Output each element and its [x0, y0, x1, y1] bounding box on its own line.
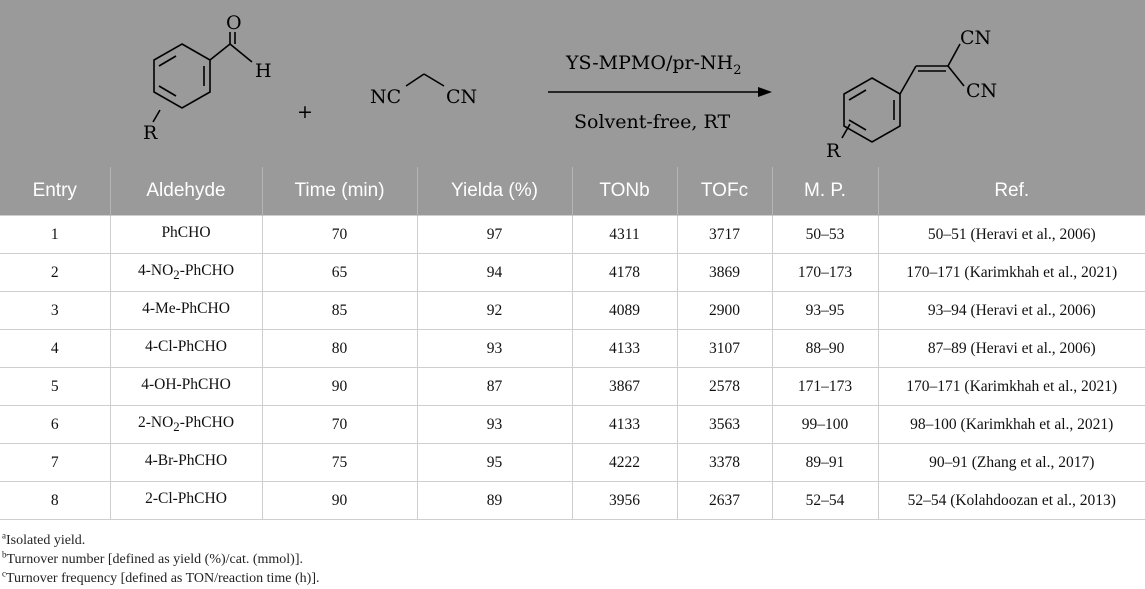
cell-time: 65 — [262, 254, 417, 292]
cell-time: 80 — [262, 330, 417, 368]
cell-ref: 98–100 (Karimkhah et al., 2021) — [878, 406, 1145, 444]
cell-ton: 4133 — [572, 406, 677, 444]
reaction-scheme — [0, 0, 1145, 167]
product-cn-top: CN — [960, 27, 992, 49]
cell-mp: 93–95 — [772, 292, 878, 330]
cell-aldehyde: 4-Me-PhCHO — [110, 292, 262, 330]
cell-ref: 50–51 (Heravi et al., 2006) — [878, 216, 1145, 254]
cell-ton: 4222 — [572, 444, 677, 482]
cell-tof: 3869 — [677, 254, 772, 292]
cell-tof: 2637 — [677, 482, 772, 520]
cell-yield: 93 — [417, 330, 572, 368]
cell-time: 70 — [262, 216, 417, 254]
reaction-scheme-drawing — [0, 0, 1145, 167]
table-header-row — [0, 167, 1145, 216]
reactant1-o-label: O — [226, 12, 242, 34]
cell-aldehyde: $2-NO_2$-PhCHO — [110, 406, 262, 444]
product-r-label: R — [826, 140, 841, 162]
reactant1-h-label: H — [255, 60, 272, 82]
cell-tof: 2578 — [677, 368, 772, 406]
cell-yield: 94 — [417, 254, 572, 292]
cell-yield: 93 — [417, 406, 572, 444]
table-row — [0, 482, 1145, 520]
cell-time: 90 — [262, 368, 417, 406]
reactant2-cn-label: CN — [446, 86, 478, 108]
cell-mp: 171–173 — [772, 368, 878, 406]
table-row — [0, 330, 1145, 368]
col-header-ref: Ref. — [878, 167, 1145, 216]
cell-yield: 89 — [417, 482, 572, 520]
col-header-ton: TONb — [572, 167, 677, 216]
cell-entry: 2 — [0, 254, 110, 292]
cell-tof: 2900 — [677, 292, 772, 330]
cell-mp: 170–173 — [772, 254, 878, 292]
table-row — [0, 406, 1145, 444]
col-header-mp: M. P. — [772, 167, 878, 216]
reactant1-r-label: R — [143, 122, 158, 144]
cell-aldehyde: PhCHO — [110, 216, 262, 254]
footnote: $^b$Turnover number [defined as yield (%)/cat. (mmol)]. — [2, 549, 304, 567]
cell-entry: 1 — [0, 216, 110, 254]
cell-ton: 3956 — [572, 482, 677, 520]
cell-ton: 4311 — [572, 216, 677, 254]
reactant2-nc-label: NC — [370, 86, 402, 108]
cell-mp: 88–90 — [772, 330, 878, 368]
cell-tof: 3378 — [677, 444, 772, 482]
cell-entry: 5 — [0, 368, 110, 406]
table-row — [0, 254, 1145, 292]
cell-yield: 97 — [417, 216, 572, 254]
table-footnotes — [2, 531, 319, 588]
conditions-label: Solvent-free, RT — [574, 111, 731, 133]
table-row — [0, 444, 1145, 482]
cell-aldehyde: 4-OH-PhCHO — [110, 368, 262, 406]
cell-ton: 3867 — [572, 368, 677, 406]
benzene-ring-reactant — [154, 44, 210, 108]
catalyst-label: $YS-MPMO/pr-NH_2$ — [566, 52, 742, 78]
cell-entry: 6 — [0, 406, 110, 444]
cell-ref: 90–91 (Zhang et al., 2017) — [878, 444, 1145, 482]
plus-sign: + — [297, 101, 313, 123]
cell-aldehyde: $4-NO_2$-PhCHO — [110, 254, 262, 292]
footnote: $^c$Turnover frequency [defined as TON/reaction time (h)]. — [2, 568, 320, 586]
cell-ton: 4178 — [572, 254, 677, 292]
cell-ref: 52–54 (Kolahdoozan et al., 2013) — [878, 482, 1145, 520]
benzene-ring-product — [844, 78, 900, 142]
cell-mp: 89–91 — [772, 444, 878, 482]
cell-mp: 50–53 — [772, 216, 878, 254]
col-header-time: Time (min) — [262, 167, 417, 216]
cell-time: 75 — [262, 444, 417, 482]
cell-entry: 3 — [0, 292, 110, 330]
results-table — [0, 167, 1145, 520]
cell-ref: 170–171 (Karimkhah et al., 2021) — [878, 368, 1145, 406]
cell-ref: 87–89 (Heravi et al., 2006) — [878, 330, 1145, 368]
cell-yield: 92 — [417, 292, 572, 330]
cell-aldehyde: 2-Cl-PhCHO — [110, 482, 262, 520]
cell-yield: 95 — [417, 444, 572, 482]
col-header-tof: TOFc — [677, 167, 772, 216]
table-row — [0, 292, 1145, 330]
cell-entry: 7 — [0, 444, 110, 482]
cell-entry: 8 — [0, 482, 110, 520]
cell-yield: 87 — [417, 368, 572, 406]
cell-time: 90 — [262, 482, 417, 520]
col-header-aldehyde: Aldehyde — [110, 167, 262, 216]
cell-entry: 4 — [0, 330, 110, 368]
cell-ton: 4089 — [572, 292, 677, 330]
col-header-yield: Yielda (%) — [417, 167, 572, 216]
cell-tof: 3717 — [677, 216, 772, 254]
footnote: $^a$Isolated yield. — [2, 530, 86, 548]
cell-time: 70 — [262, 406, 417, 444]
col-header-entry: Entry — [0, 167, 110, 216]
cell-tof: 3563 — [677, 406, 772, 444]
cell-aldehyde: 4-Cl-PhCHO — [110, 330, 262, 368]
cell-aldehyde: 4-Br-PhCHO — [110, 444, 262, 482]
table-row — [0, 368, 1145, 406]
cell-mp: 99–100 — [772, 406, 878, 444]
cell-tof: 3107 — [677, 330, 772, 368]
product-cn-bottom: CN — [966, 80, 998, 102]
cell-ref: 93–94 (Heravi et al., 2006) — [878, 292, 1145, 330]
table-row — [0, 216, 1145, 254]
cell-mp: 52–54 — [772, 482, 878, 520]
cell-ton: 4133 — [572, 330, 677, 368]
cell-time: 85 — [262, 292, 417, 330]
cell-ref: 170–171 (Karimkhah et al., 2021) — [878, 254, 1145, 292]
